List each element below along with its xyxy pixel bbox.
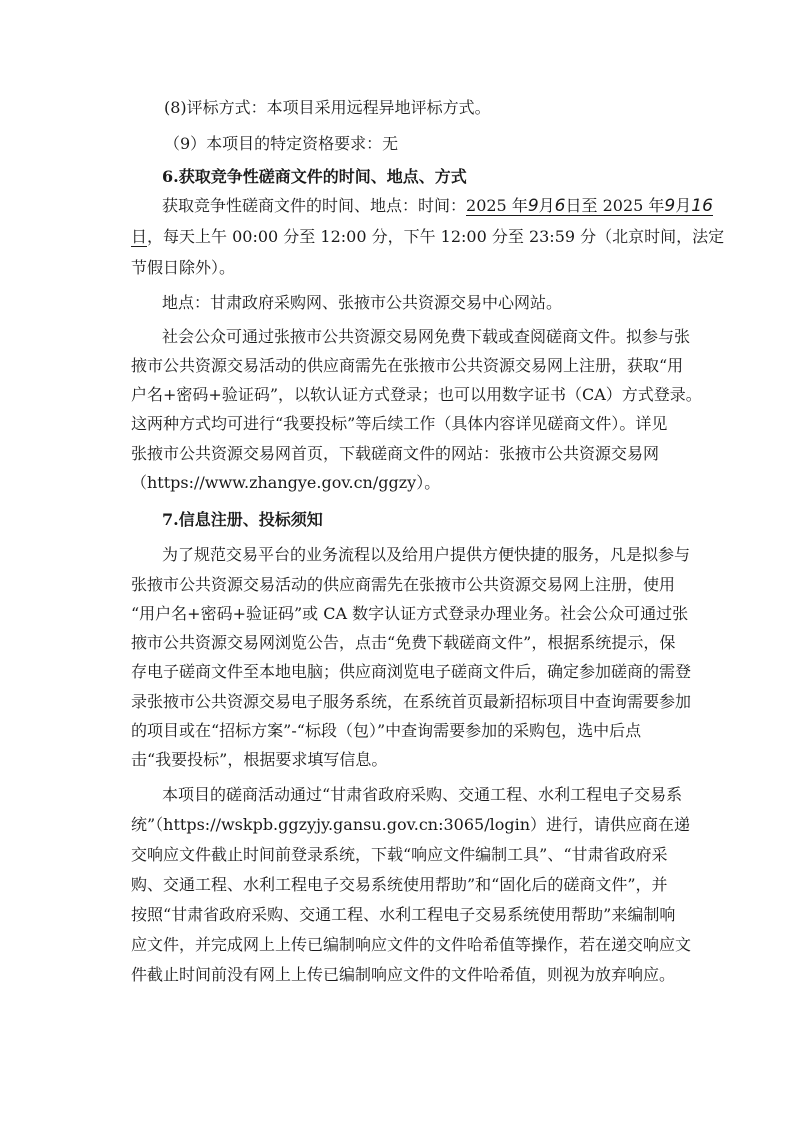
s7-p1-line: 录张掖市公共资源交易电子服务系统，在系统首页最新招标项目中查询需要参加 <box>131 692 692 711</box>
month-char: 月 <box>538 196 555 215</box>
s6-p3-line: 张掖市公共资源交易网首页，下载磋商文件的网站：张掖市公共资源交易网 <box>131 444 660 463</box>
start-month-handwritten: 9 <box>527 196 539 216</box>
s7-p2-line: 应文件，并完成网上上传已编制响应文件的文件哈希值等操作，若在递交响应文 <box>131 935 692 954</box>
s7-p2-line: 件截止时间前没有网上上传已编制响应文件的文件哈希值，则视为放弃响应。 <box>131 965 676 984</box>
s7-p2-line: 购、交通工程、水利工程电子交易系统使用帮助”和“固化后的磋商文件”，并 <box>131 875 668 894</box>
daily-hours-text: ，每天上午 00:00 分至 12:00 分，下午 12:00 分至 23:59 分（北京时间，法定 <box>147 227 725 246</box>
start-year: 2025 年 <box>466 196 528 215</box>
s7-p1-line: 的项目或在“招标方案”-“标段（包）”中查询需要参加的采购包，选中后点 <box>131 721 642 740</box>
end-day-handwritten: 16 <box>691 196 713 216</box>
time-range-underlined <box>466 196 713 216</box>
qualification-paragraph: （9）本项目的特定资格要求：无 <box>164 134 399 153</box>
section-6-time-line <box>162 196 713 216</box>
s6-p3-line: 社会公众可通过张掖市公共资源交易网免费下载或查阅磋商文件。拟参与张 <box>162 327 691 346</box>
start-day-handwritten: 6 <box>554 196 566 216</box>
s6-p3-line: 户名+密码+验证码”，以软认证方式登录；也可以用数字证书（CA）方式登录。 <box>131 385 702 404</box>
s6-p3-line: （https://www.zhangye.gov.cn/ggzy）。 <box>131 473 441 492</box>
s7-p2-line: 交响应文件截止时间前登录系统，下载“响应文件编制工具”、“甘肃省政府采 <box>131 845 668 864</box>
s7-p1-line: 张掖市公共资源交易活动的供应商需先在张掖市公共资源交易网上注册，使用 <box>131 575 676 594</box>
month-char: 月 <box>675 196 692 215</box>
end-month-handwritten: 9 <box>664 196 676 216</box>
time-prefix: 获取竞争性磋商文件的时间、地点：时间： <box>162 196 467 215</box>
s7-p2-line: 本项目的磋商活动通过“甘肃省政府采购、交通工程、水利工程电子交易系 <box>162 785 683 804</box>
s7-p1-line: 为了规范交易平台的业务流程以及给用户提供方便快捷的服务，凡是拟参与 <box>162 545 691 564</box>
to-text: 日至 2025 年 <box>565 196 665 215</box>
s7-p1-line: “用户名+密码+验证码”或 CA 数字认证方式登录办理业务。社会公众可通过张 <box>131 604 689 623</box>
s7-p1-line: 掖市公共资源交易网浏览公告，点击“免费下载磋商文件”，根据系统提示，保 <box>131 633 676 652</box>
eval-method-paragraph: (8)评标方式：本项目采用远程异地评标方式。 <box>164 98 491 117</box>
s6-p3-line: 这两种方式均可进行“我要投标”等后续工作（具体内容详见磋商文件）。详见 <box>131 414 668 433</box>
section-6-time-line-2 <box>131 227 724 247</box>
section-6-heading: 6.获取竞争性磋商文件的时间、地点、方式 <box>162 167 467 186</box>
section-7-heading: 7.信息注册、投标须知 <box>162 510 323 529</box>
s7-p1-line: 击“我要投标”，根据要求填写信息。 <box>131 750 388 769</box>
section-6-time-line-3: 节假日除外）。 <box>131 258 236 277</box>
s7-p2-line: 按照“甘肃省政府采购、交通工程、水利工程电子交易系统使用帮助”来编制响 <box>131 905 676 924</box>
s7-p1-line: 存电子磋商文件至本地电脑；供应商浏览电子磋商文件后，确定参加磋商的需登 <box>131 662 692 681</box>
s6-p3-line: 掖市公共资源交易活动的供应商需先在张掖市公共资源交易网上注册，获取“用 <box>131 356 684 375</box>
day-char-underlined: 日 <box>131 227 148 246</box>
section-6-place: 地点：甘肃政府采购网、张掖市公共资源交易中心网站。 <box>162 293 563 312</box>
s7-p2-line: 统”（https://wskpb.ggzyjy.gansu.gov.cn:3065/login）进行，请供应商在递 <box>131 815 691 834</box>
